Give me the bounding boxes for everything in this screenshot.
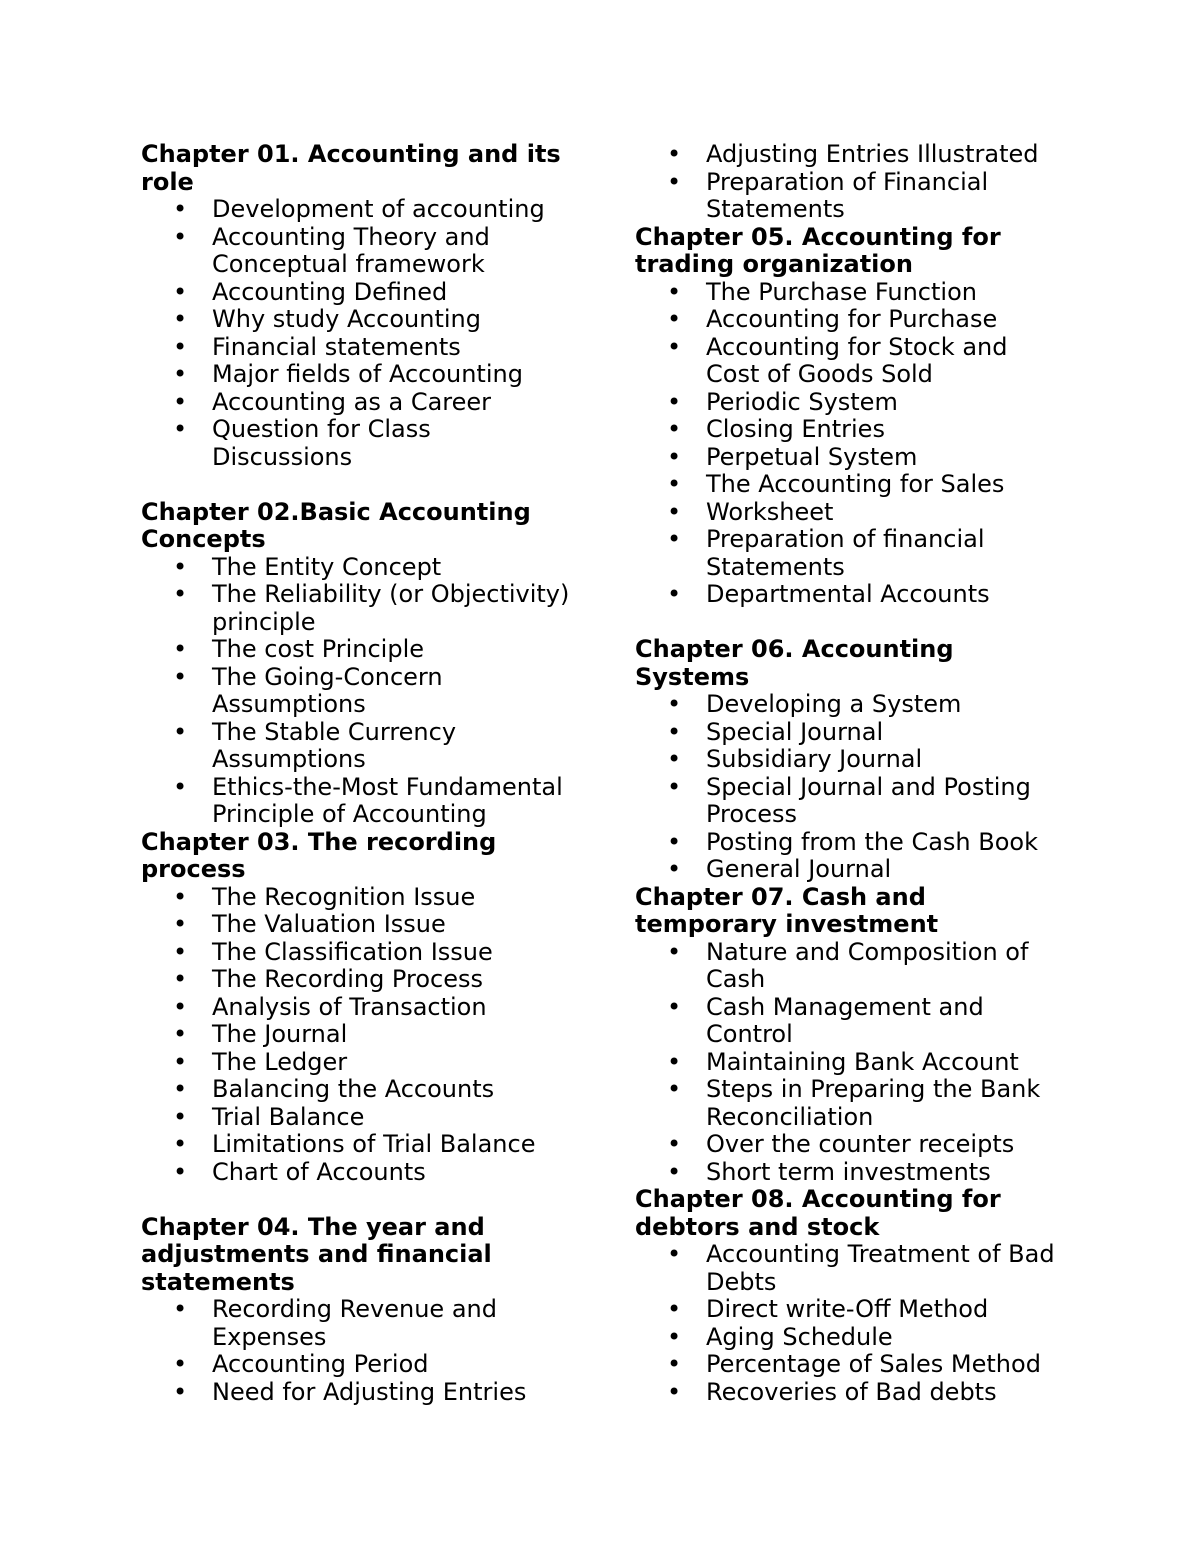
topic-item: • Ethics-the-Most Fundamental Principle of Accounting bbox=[141, 774, 571, 829]
chapter-section bbox=[635, 224, 1065, 609]
right-column bbox=[635, 141, 1065, 1406]
topic-item: • Need for Adjusting Entries bbox=[141, 1379, 571, 1407]
topic-item: • The Going-Concern Assumptions bbox=[141, 664, 571, 719]
topic-item: • Accounting for Purchase bbox=[635, 306, 1065, 334]
topic-item: • Balancing the Accounts bbox=[141, 1076, 571, 1104]
topic-list bbox=[141, 554, 571, 829]
chapter-section bbox=[635, 1186, 1065, 1406]
topic-item: • Limitations of Trial Balance bbox=[141, 1131, 571, 1159]
topic-item: • The Entity Concept bbox=[141, 554, 571, 582]
topic-item: • Special Journal bbox=[635, 719, 1065, 747]
topic-item: • The Recognition Issue bbox=[141, 884, 571, 912]
topic-item: • Closing Entries bbox=[635, 416, 1065, 444]
topic-item: • Cash Management and Control bbox=[635, 994, 1065, 1049]
topic-item: • General Journal bbox=[635, 856, 1065, 884]
topic-list bbox=[141, 196, 571, 471]
chapter-heading: Chapter 07. Cash and temporary investment bbox=[635, 882, 939, 938]
topic-item: • Chart of Accounts bbox=[141, 1159, 571, 1187]
chapter-heading: Chapter 02.Basic Accounting Concepts bbox=[141, 497, 531, 553]
topic-item: • The Valuation Issue bbox=[141, 911, 571, 939]
chapter-heading: Chapter 03. The recording process bbox=[141, 827, 497, 883]
chapter-heading: Chapter 05. Accounting for trading organization bbox=[635, 222, 1001, 278]
topic-list bbox=[141, 884, 571, 1187]
chapter-section bbox=[635, 636, 1065, 884]
topic-item: • Accounting for Stock and Cost of Goods Sold bbox=[635, 334, 1065, 389]
topic-item: • The Stable Currency Assumptions bbox=[141, 719, 571, 774]
topic-item: • The Journal bbox=[141, 1021, 571, 1049]
topic-item: • Why study Accounting bbox=[141, 306, 571, 334]
chapter-section bbox=[141, 141, 571, 471]
topic-item: • Short term investments bbox=[635, 1159, 1065, 1187]
chapter-heading: Chapter 06. Accounting Systems bbox=[635, 635, 954, 691]
topic-item: • Accounting Defined bbox=[141, 279, 571, 307]
topic-item: • Accounting Treatment of Bad Debts bbox=[635, 1241, 1065, 1296]
topic-item: • Accounting Period bbox=[141, 1351, 571, 1379]
topic-item: • Percentage of Sales Method bbox=[635, 1351, 1065, 1379]
topic-item: • Recording Revenue and Expenses bbox=[141, 1296, 571, 1351]
topic-item: • Departmental Accounts bbox=[635, 581, 1065, 609]
topic-item: • Trial Balance bbox=[141, 1104, 571, 1132]
topic-item: • Worksheet bbox=[635, 499, 1065, 527]
topic-item: • Financial statements bbox=[141, 334, 571, 362]
topic-item: • Aging Schedule bbox=[635, 1324, 1065, 1352]
topic-item: • The Recording Process bbox=[141, 966, 571, 994]
topic-item: • The Classification Issue bbox=[141, 939, 571, 967]
topic-item: • Adjusting Entries Illustrated bbox=[635, 141, 1065, 169]
topic-item: • The cost Principle bbox=[141, 636, 571, 664]
topic-item: • Special Journal and Posting Process bbox=[635, 774, 1065, 829]
topic-item: • Steps in Preparing the Bank Reconciliation bbox=[635, 1076, 1065, 1131]
topic-list bbox=[141, 1296, 571, 1406]
topic-item: • Periodic System bbox=[635, 389, 1065, 417]
chapter-section bbox=[635, 884, 1065, 1187]
left-column bbox=[141, 141, 571, 1406]
topic-item: • Preparation of financial Statements bbox=[635, 526, 1065, 581]
topic-item: • Analysis of Transaction bbox=[141, 994, 571, 1022]
chapter-section bbox=[141, 499, 571, 829]
topic-item: • Recoveries of Bad debts bbox=[635, 1379, 1065, 1407]
topic-item: • Accounting as a Career bbox=[141, 389, 571, 417]
topic-item: • Posting from the Cash Book bbox=[635, 829, 1065, 857]
topic-item: • Accounting Theory and Conceptual framework bbox=[141, 224, 571, 279]
chapter-section bbox=[635, 141, 1065, 224]
topic-item: • Direct write-Off Method bbox=[635, 1296, 1065, 1324]
topic-item: • The Purchase Function bbox=[635, 279, 1065, 307]
topic-item: • Subsidiary Journal bbox=[635, 746, 1065, 774]
chapter-section bbox=[141, 1214, 571, 1407]
topic-item: • Major fields of Accounting bbox=[141, 361, 571, 389]
topic-item: • Preparation of Financial Statements bbox=[635, 169, 1065, 224]
chapter-heading: Chapter 04. The year and adjustments and financial statements bbox=[141, 1212, 492, 1296]
topic-list bbox=[635, 1241, 1065, 1406]
topic-item: • Over the counter receipts bbox=[635, 1131, 1065, 1159]
topic-item: • Developing a System bbox=[635, 691, 1065, 719]
topic-item: • Question for Class Discussions bbox=[141, 416, 571, 471]
topic-item: • Perpetual System bbox=[635, 444, 1065, 472]
topic-item: • Development of accounting bbox=[141, 196, 571, 224]
chapter-heading: Chapter 08. Accounting for debtors and stock bbox=[635, 1185, 1001, 1241]
topic-item: • Maintaining Bank Account bbox=[635, 1049, 1065, 1077]
chapter-heading: Chapter 01. Accounting and its role bbox=[141, 140, 561, 196]
topic-list bbox=[635, 141, 1065, 224]
topic-item: • The Ledger bbox=[141, 1049, 571, 1077]
topic-list bbox=[635, 939, 1065, 1187]
topic-list bbox=[635, 279, 1065, 609]
topic-item: • Nature and Composition of Cash bbox=[635, 939, 1065, 994]
topic-item: • The Accounting for Sales bbox=[635, 471, 1065, 499]
topic-list bbox=[635, 691, 1065, 884]
chapter-section bbox=[141, 829, 571, 1187]
topic-item: • The Reliability (or Objectivity) principle bbox=[141, 581, 571, 636]
